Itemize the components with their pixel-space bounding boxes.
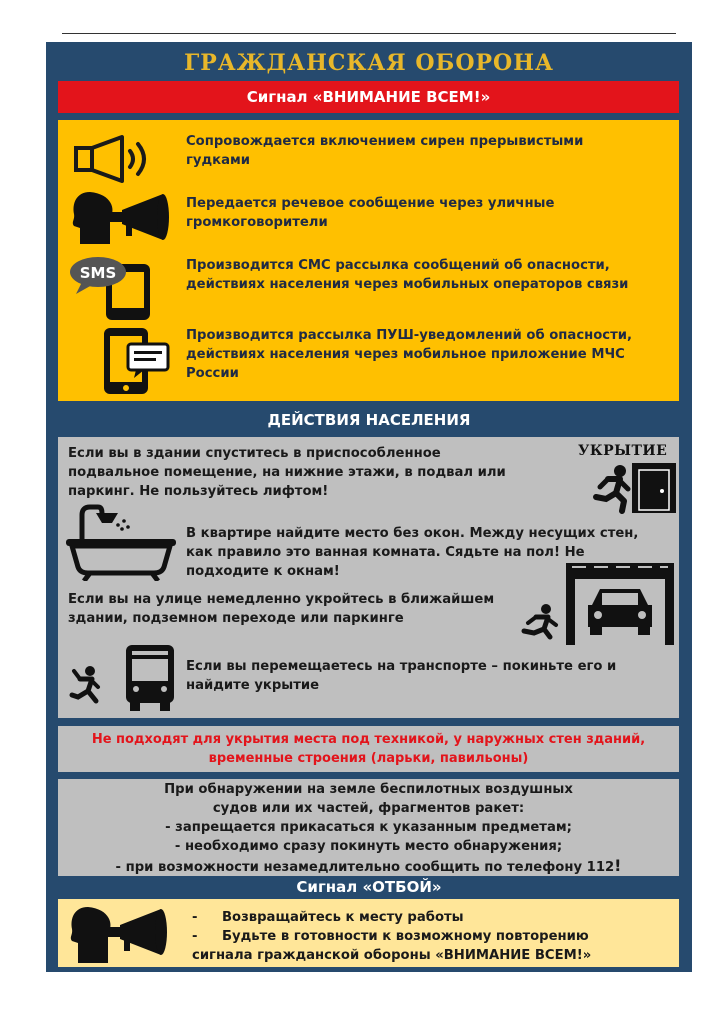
running-to-door-icon (582, 461, 678, 519)
text-line: Передается речевое сообщение через уличные (186, 196, 555, 211)
text-line: действиях населения через мобильных операторов связи (186, 277, 629, 292)
poster-title: ГРАЖДАНСКАЯ ОБОРОНА (184, 50, 554, 76)
text-line: Сопровождается включением сирен прерывистыми (186, 134, 584, 149)
warning-method-loudspeaker (58, 188, 679, 248)
running-person-bus-icon (68, 641, 180, 717)
allclear-instructions (192, 908, 591, 965)
text-line: России (186, 366, 239, 381)
list-item: - Возвращайтесь к месту работы (192, 910, 464, 925)
text-line: действиях населения через мобильное приложение МЧС (186, 347, 625, 362)
population-actions-header: ДЕЙСТВИЯ НАСЕЛЕНИЯ (267, 411, 471, 429)
warning-method-push (58, 324, 679, 396)
shelter-label: УКРЫТИЕ (578, 443, 668, 459)
text-line: Производится СМС рассылка сообщений об опасности, (186, 258, 610, 273)
population-actions-panel (58, 437, 679, 718)
bathtub-shower-icon (62, 501, 180, 585)
text-line: гудками (186, 153, 251, 168)
push-notification-phone-icon (102, 326, 172, 400)
drone-debris-notice: При обнаружении на земле беспилотных воздушных судов или их частей, фрагментов ракет: - запрещается прикасаться к указанным предметам; - необходимо сразу покинуть место обнаружения; - при возможности незамедлительно сообщить по телефону 112! (58, 779, 679, 876)
text-line: Производится рассылка ПУШ-уведомлений об опасности, (186, 328, 633, 343)
warning-method-siren (58, 128, 679, 188)
svg-text:SMS: SMS (79, 264, 117, 282)
megaphone-person-icon (66, 903, 181, 969)
warning-methods-panel (58, 120, 679, 401)
signal-allclear-header: Сигнал «ОТБОЙ» (296, 878, 442, 896)
top-rule (62, 33, 676, 34)
action-street: Если вы на улице немедленно укройтесь в ближайшем здании, подземном переходе или паркинге (68, 592, 495, 626)
sms-phone-icon (68, 254, 168, 324)
allclear-panel (58, 899, 679, 967)
unsuitable-places-warning: Не подходят для укрытия места под техникой, у наружных стен зданий, временные строения (ларьки, павильоны) (58, 726, 679, 772)
megaphone-person-icon (68, 188, 183, 252)
text-line: сигнала гражданской обороны «ВНИМАНИЕ ВСЕМ!» (192, 948, 592, 963)
text-line: громкоговорители (186, 215, 328, 230)
action-transport: Если вы перемещаетесь на транспорте – покиньте его и найдите укрытие (186, 659, 617, 693)
action-building: Если вы в здании спуститесь в приспособленное подвальное помещение, на нижние этажи, в подвал или паркинг. Не пользуйтесь лифтом! (68, 446, 506, 499)
signal-attention-banner: Сигнал «ВНИМАНИЕ ВСЕМ!» (58, 81, 679, 113)
running-to-garage-icon (510, 561, 678, 651)
action-apartment: В квартире найдите место без окон. Между несущих стен, как правило это ванная комната. Сядьте на пол! Не подходите к окнам! (186, 526, 639, 579)
siren-speaker-icon (68, 134, 168, 188)
list-item: - Будьте в готовности к возможному повторению (192, 929, 589, 944)
warning-method-sms (58, 254, 679, 320)
